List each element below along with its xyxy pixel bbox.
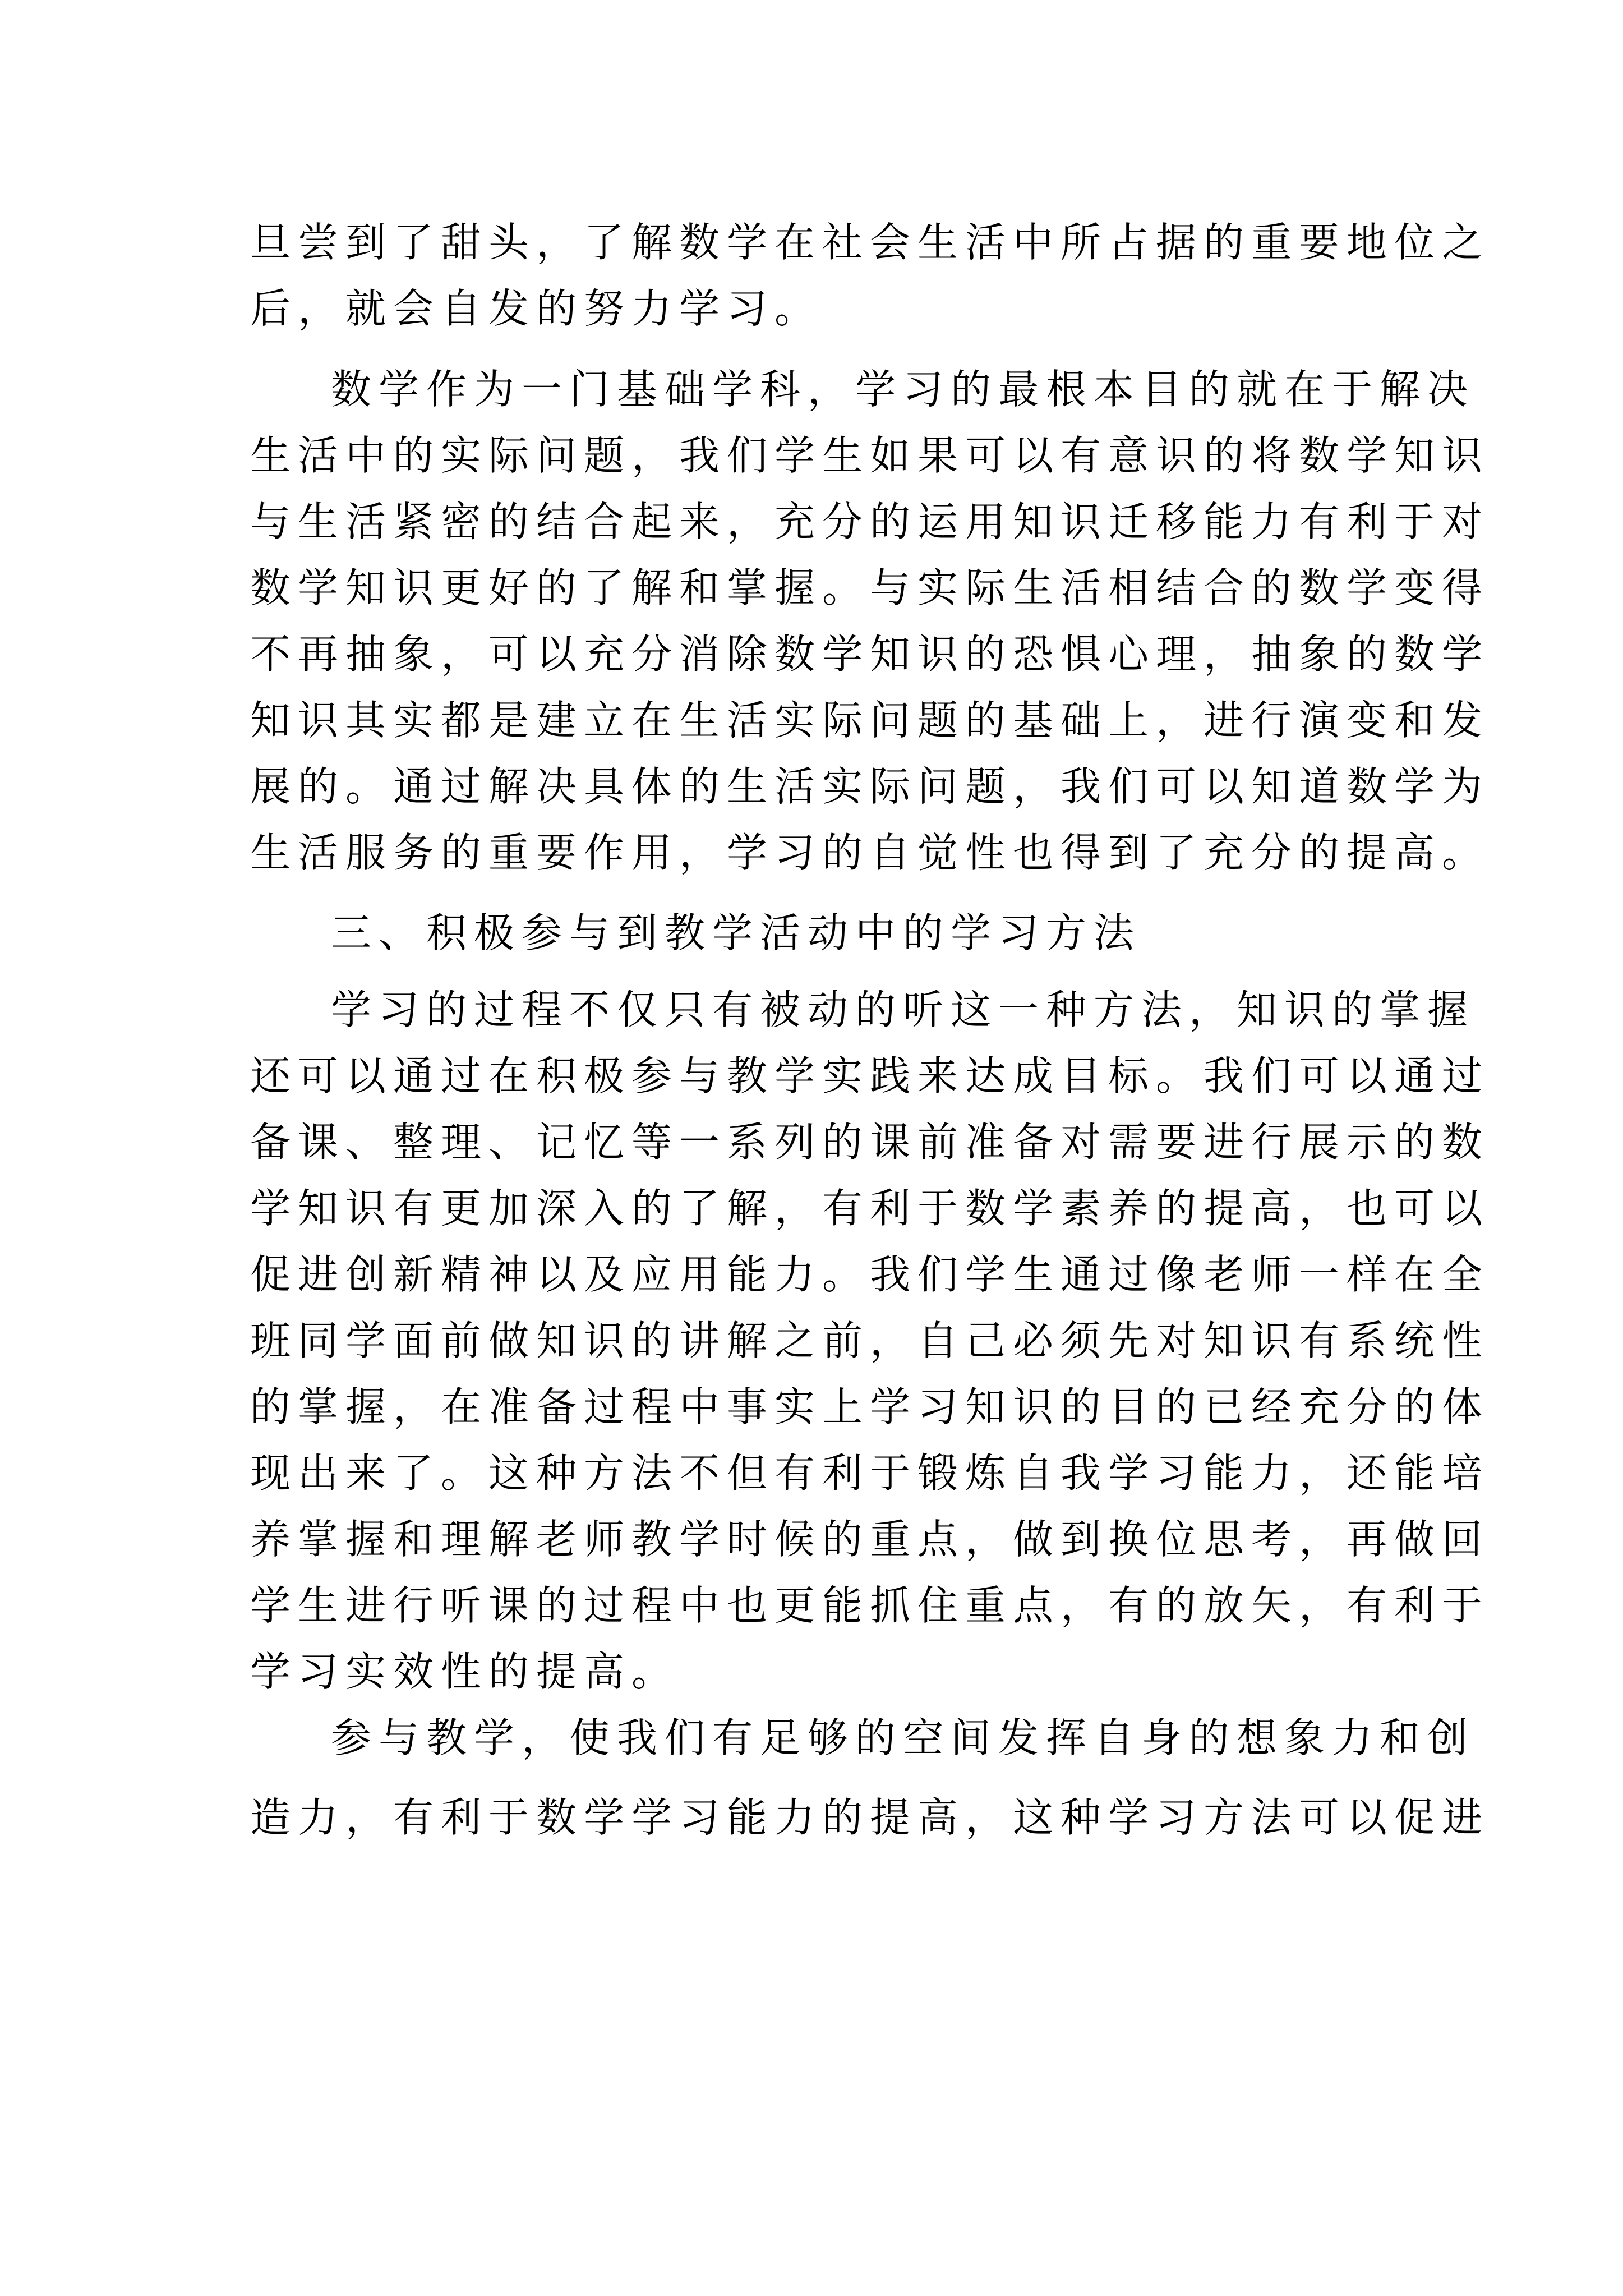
text-line: 后，就会自发的努力学习。	[250, 285, 823, 332]
text-line: 展的。通过解决具体的生活实际问题，我们可以知道数学为	[250, 763, 1490, 810]
text-line: 生活中的实际问题，我们学生如果可以有意识的将数学知识	[250, 432, 1490, 479]
text-line: 生活服务的重要作用，学习的自觉性也得到了充分的提高。	[250, 829, 1490, 876]
text-line: 与生活紧密的结合起来，充分的运用知识迁移能力有利于对	[250, 498, 1490, 545]
text-line: 学习实效性的提高。	[250, 1648, 680, 1695]
text-line: 造力，有利于数学学习能力的提高，这种学习方法可以促进	[250, 1794, 1490, 1841]
text-line: 的掌握，在准备过程中事实上学习知识的目的已经充分的体	[250, 1383, 1490, 1430]
section-heading: 三、积极参与到教学活动中的学习方法	[331, 909, 1142, 956]
paragraph-first-line: 参与教学，使我们有足够的空间发挥自身的想象力和创	[331, 1714, 1476, 1761]
text-line: 旦尝到了甜头，了解数学在社会生活中所占据的重要地位之	[250, 219, 1490, 266]
text-line: 不再抽象，可以充分消除数学知识的恐惧心理，抽象的数学	[250, 631, 1490, 678]
text-line: 现出来了。这种方法不但有利于锻炼自我学习能力，还能培	[250, 1450, 1490, 1497]
paragraph-first-line: 学习的过程不仅只有被动的听这一种方法，知识的掌握	[331, 986, 1476, 1033]
text-line: 知识其实都是建立在生活实际问题的基础上，进行演变和发	[250, 697, 1490, 744]
text-line: 学知识有更加深入的了解，有利于数学素养的提高，也可以	[250, 1185, 1490, 1232]
text-line: 促进创新精神以及应用能力。我们学生通过像老师一样在全	[250, 1251, 1490, 1298]
paragraph-first-line: 数学作为一门基础学科，学习的最根本目的就在于解决	[331, 366, 1476, 413]
text-line: 数学知识更好的了解和掌握。与实际生活相结合的数学变得	[250, 564, 1490, 611]
text-line: 备课、整理、记忆等一系列的课前准备对需要进行展示的数	[250, 1119, 1490, 1166]
text-line: 养掌握和理解老师教学时候的重点，做到换位思考，再做回	[250, 1516, 1490, 1563]
text-line: 学生进行听课的过程中也更能抓住重点，有的放矢，有利于	[250, 1582, 1490, 1629]
text-line: 还可以通过在积极参与教学实践来达成目标。我们可以通过	[250, 1052, 1490, 1099]
text-line: 班同学面前做知识的讲解之前，自己必须先对知识有系统性	[250, 1317, 1490, 1364]
